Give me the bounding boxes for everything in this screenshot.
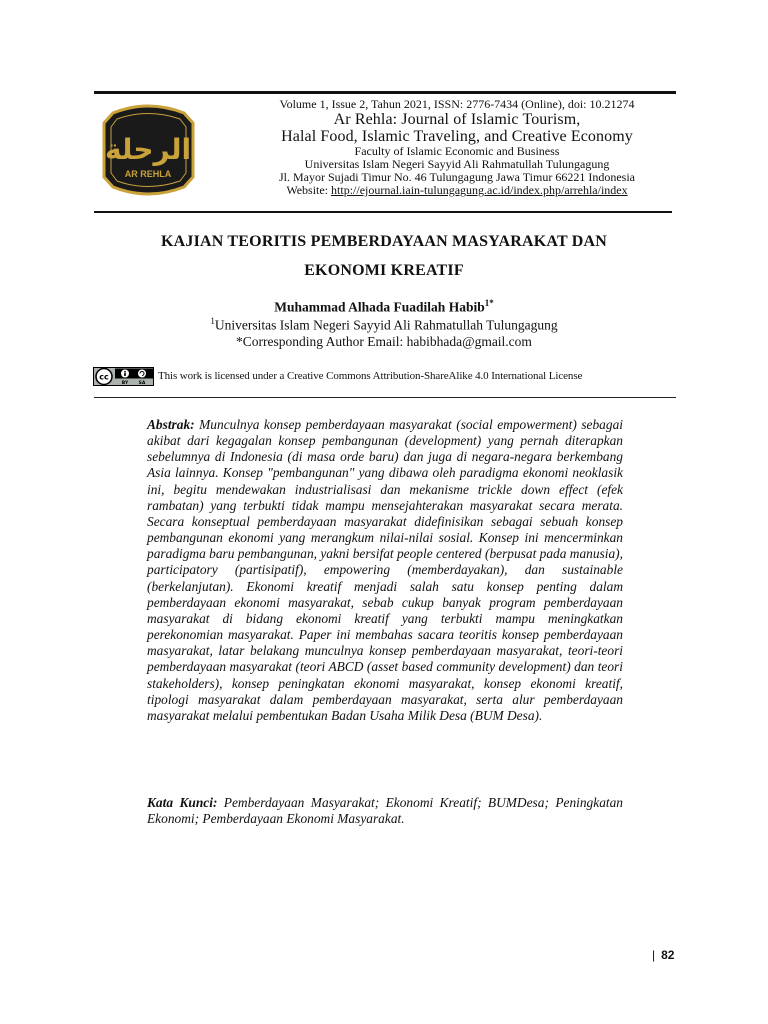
header-top-rule	[94, 91, 676, 94]
page-number	[652, 948, 674, 962]
header-bottom-rule	[94, 211, 672, 213]
article-title-line-2: EKONOMI KREATIF	[304, 262, 464, 279]
license-text[interactable]: This work is licensed under a Creative Commons Attribution-ShareAlike 4.0 International License	[158, 370, 583, 382]
license-rule	[94, 397, 676, 398]
keywords-text: Pemberdayaan Masyarakat; Ekonomi Kreatif; BUMDesa; Peningkatan Ekonomi; Pemberdayaan Ekonomi Masyarakat.	[147, 795, 623, 827]
keywords-label: Kata Kunci:	[147, 795, 218, 810]
svg-text:SA: SA	[138, 380, 146, 386]
affiliation-sup: 1	[210, 316, 215, 326]
cc-by-sa-icon[interactable]	[93, 367, 154, 386]
author	[94, 298, 674, 316]
university: Universitas Islam Negeri Sayyid Ali Rahmatullah Tulungagung	[304, 157, 610, 171]
journal-info	[212, 98, 702, 197]
website-label: Website:	[286, 183, 332, 197]
faculty: Faculty of Islamic Economic and Business	[354, 144, 560, 158]
license-row	[93, 366, 582, 386]
author-name: Muhammad Alhada Fuadilah Habib	[274, 299, 485, 315]
affiliation	[94, 316, 674, 334]
page-number-bar: |	[652, 948, 656, 962]
article-title-line-1: KAJIAN TEORITIS PEMBERDAYAAN MASYARAKAT DAN	[160, 233, 607, 250]
website-line	[212, 184, 702, 197]
page-number-value: 82	[661, 948, 675, 962]
abstract	[147, 417, 623, 724]
journal-name-line-1: Ar Rehla: Journal of Islamic Tourism,	[333, 111, 581, 128]
abstract-label: Abstrak:	[147, 417, 195, 432]
website-link[interactable]: http://ejournal.iain-tulungagung.ac.id/index.php/arrehla/index	[331, 183, 628, 197]
keywords	[147, 795, 623, 827]
svg-text:BY: BY	[121, 380, 129, 386]
address: Jl. Mayor Sujadi Timur No. 46 Tulungagung Jawa Timur 66221 Indonesia	[278, 170, 636, 184]
author-sup: 1*	[484, 298, 494, 308]
svg-text:cc: cc	[99, 372, 109, 381]
issue-line: Volume 1, Issue 2, Tahun 2021, ISSN: 2776-7434 (Online), doi: 10.21274	[279, 97, 635, 111]
logo-latin-text: AR REHLA	[124, 169, 172, 179]
affiliation-text: Universitas Islam Negeri Sayyid Ali Rahmatullah Tulungagung	[214, 317, 558, 333]
journal-name-line-2: Halal Food, Islamic Traveling, and Creative Economy	[281, 128, 633, 145]
ar-rehla-logo	[99, 103, 198, 197]
abstract-text: Munculnya konsep pemberdayaan masyarakat (social empowerment) sebagai akibat dari kegagalan konsep pembangunan (development) yang pernah diterapkan sebelumnya di Indonesia (di masa orde baru) dan juga di negara-negara berkembang Asia lainnya. Konsep "pembangunan" yang dibawa oleh paradigma ekonomi neoklasik ini, begitu mendewakan industrialisasi dan mekanisme trickle down effect (efek rambatan) yang terbukti tidak mampu mensejahterakan masyarakat secara merata. Secara konseptual pemberdayaan masyarakat didefinisikan sebagai sebuah konsep pembangunan ekonomi yang merangkum nilai-nilai sosial. Konsep ini mencerminkan paradigma baru pembangunan, yakni bersifat people centered (berpusat pada manusia), participatory (partisipatif), empowering (memberdayakan), dan sustainable (berkelanjutan). Ekonomi kreatif menjadi salah satu konsep penting dalam pemberdayaan ekonomi masyarakat, sebab cukup banyak program pemberdayaan masyarakat di bidang ekonomi kreatif yang terbukti mampu meningkatkan perekonomian masyarakat. Paper ini membahas sacara teoritis konsep pemberdayaan masyarakat, latar belakang munculnya konsep pemberdayaan masyarakat, teori-teori pemberdayaan masyarakat (teori ABCD (asset based community development) dan teori stakeholders), konsep peningkatan ekonomi masyarakat, konsep ekonomi kreatif, tipologi masyarakat dalam pemberdayaan masyarakat, serta alur pemberdayaan masyarakat melalui pembentukan Badan Usaha Milik Desa (BUM Desa).	[147, 417, 623, 723]
corresponding-email: *Corresponding Author Email: habibhada@gmail.com	[236, 334, 532, 349]
logo-arabic-text: الرحلة	[104, 133, 192, 166]
